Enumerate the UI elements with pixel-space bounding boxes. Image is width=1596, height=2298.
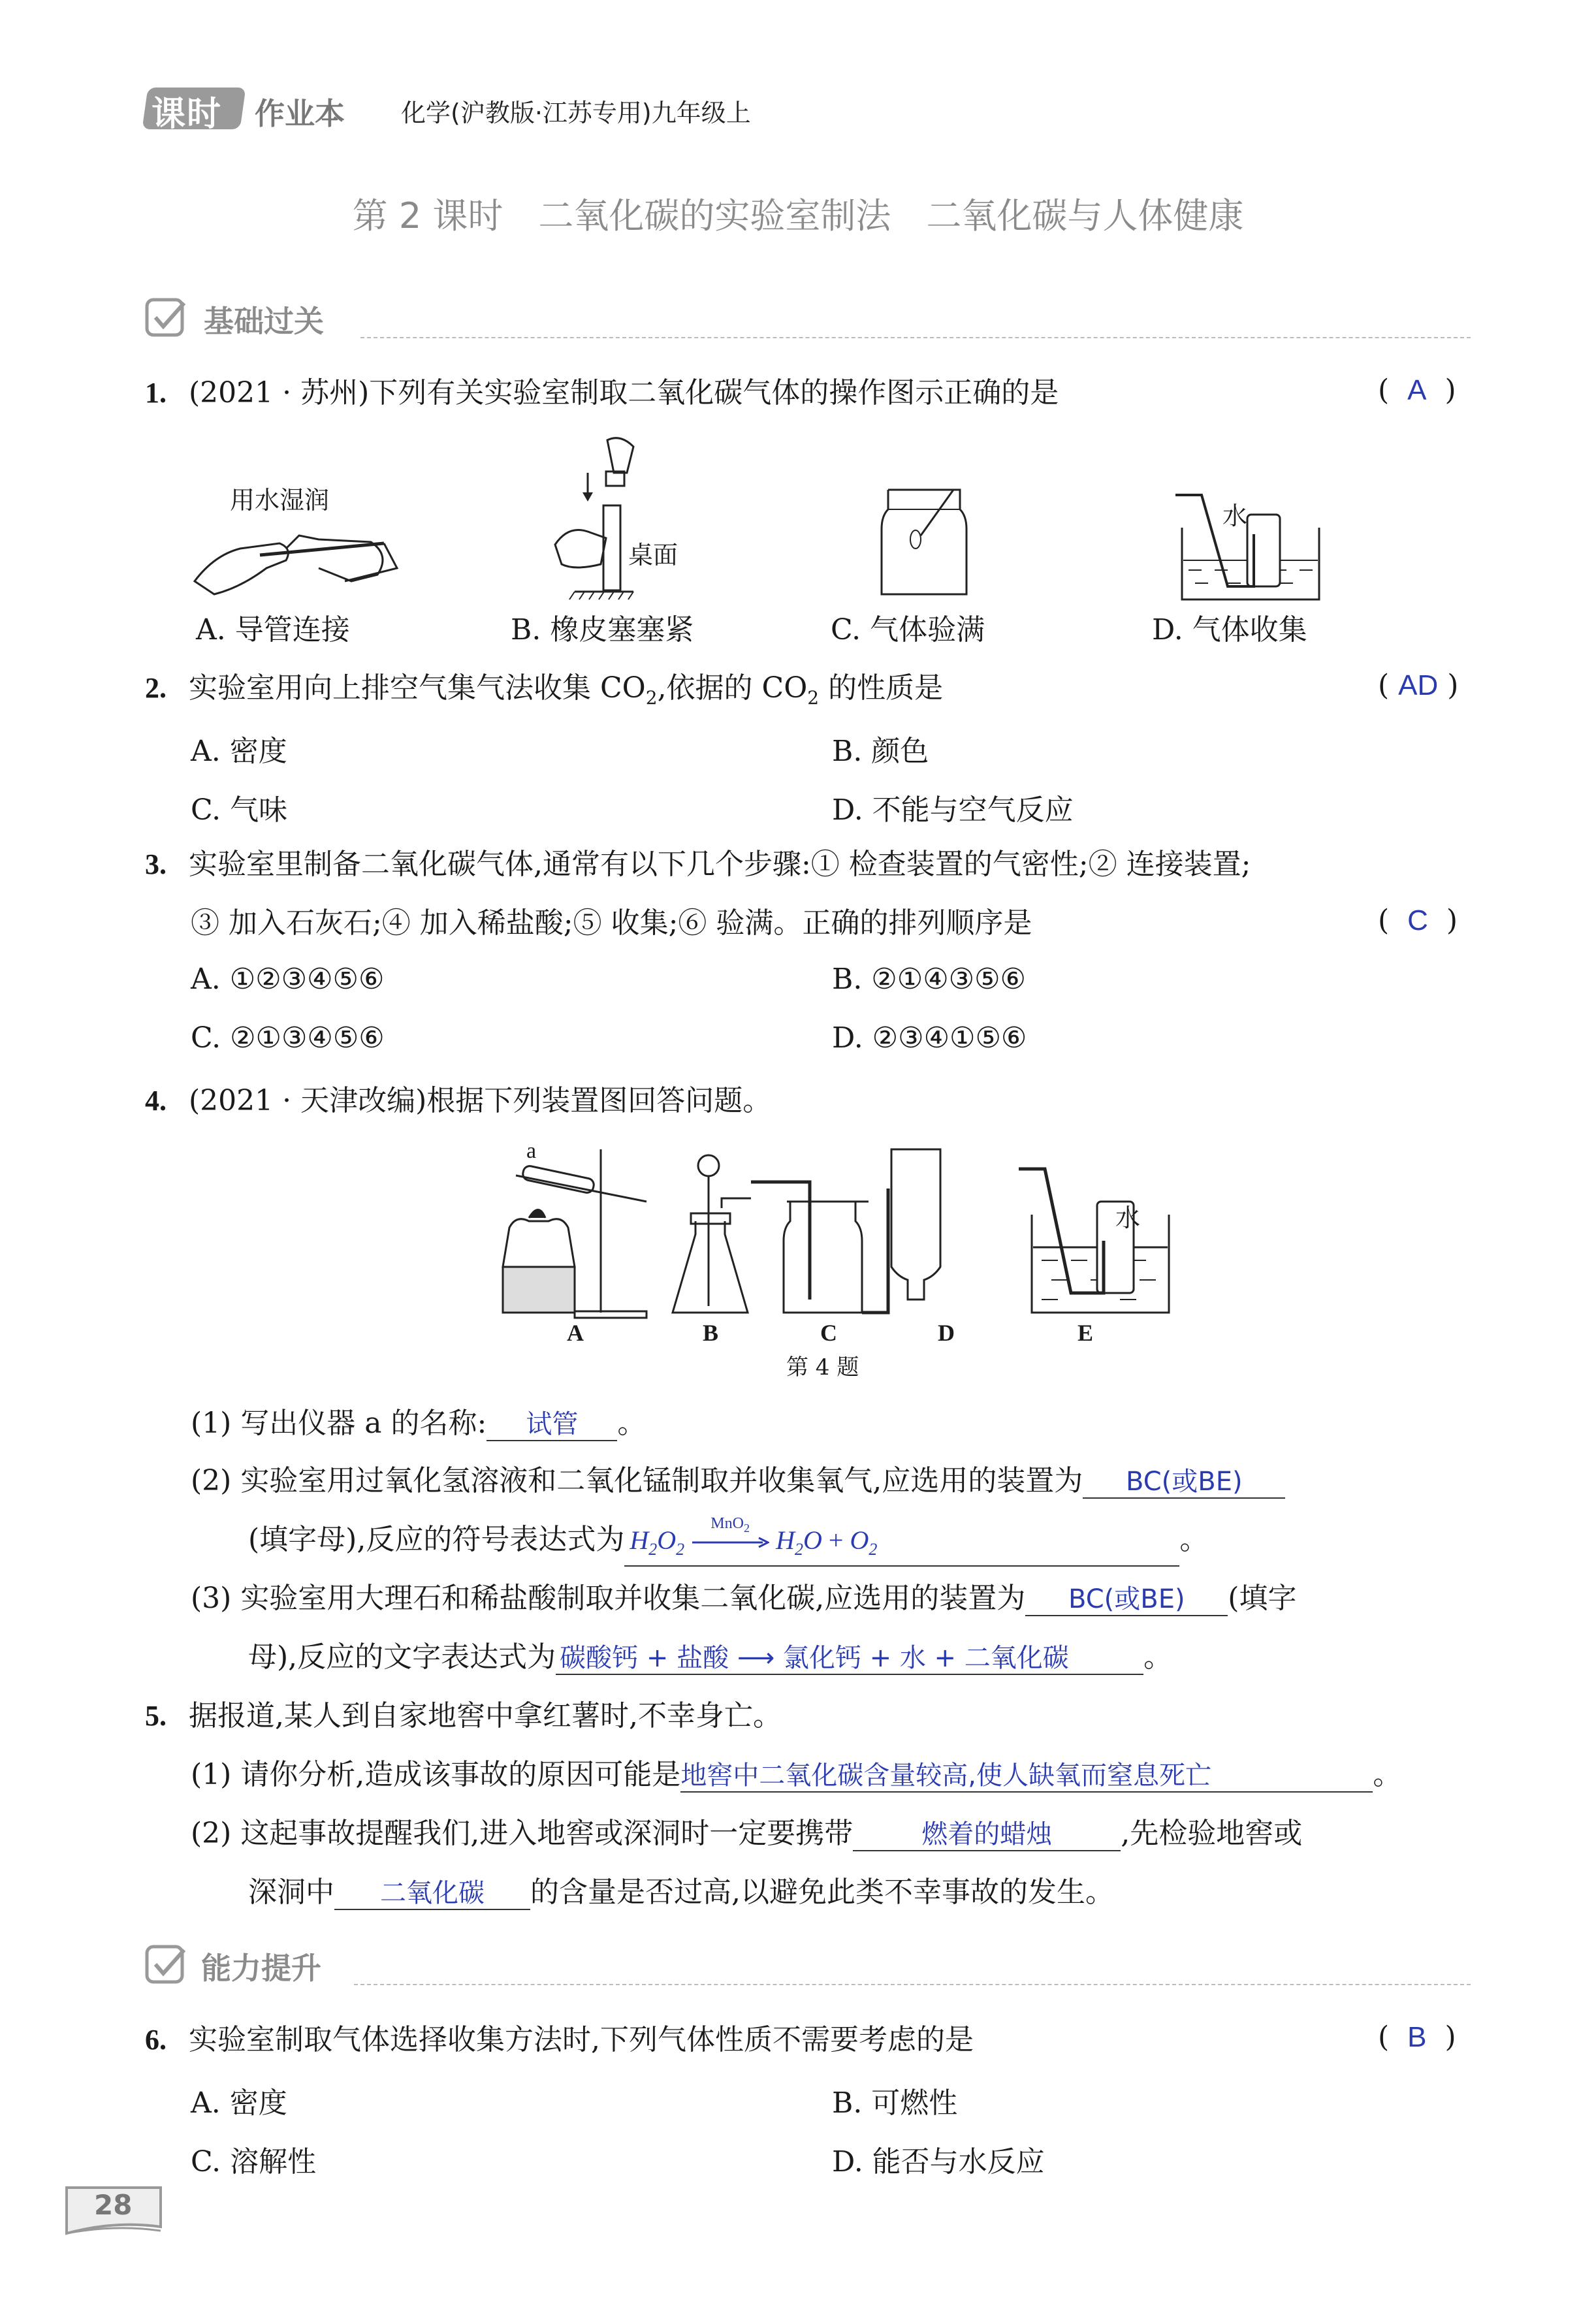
q4-figure-label-d: D: [938, 1320, 955, 1346]
q4-figure: [483, 1136, 1175, 1332]
q4-part3-line1: [191, 1579, 1296, 1618]
q5-part1-blank[interactable]: [680, 1759, 1373, 1793]
q1-stem: [145, 374, 1059, 413]
q2-sub-1: 2: [645, 686, 658, 709]
q5-part1: [191, 1755, 1401, 1795]
eq-sub-2: 2: [676, 1540, 685, 1559]
q4-number: 4.: [145, 1085, 167, 1117]
q3-answer-box: ( C ): [1378, 904, 1458, 937]
check-icon: [145, 1945, 188, 1985]
q1-option-b: B. 橡皮塞塞紧: [511, 613, 694, 646]
eq-arrow: [691, 1515, 769, 1556]
q3-text-1: 实验室里制备二氧化碳气体,通常有以下几个步骤:① 检查装置的气密性;② 连接装置;: [189, 848, 1251, 881]
q6-stem: [145, 2020, 974, 2060]
q5-part2-answer1: 燃着的蜡烛: [921, 1819, 1053, 1849]
q4-part2-equation: $H_2O_2$ MnO$_2$ $H_2O + O_2$: [624, 1525, 877, 1555]
q4-part3-line2: [248, 1638, 1172, 1677]
q2-option-a: A. 密度: [191, 735, 287, 768]
q5-part1-end: 。: [1373, 1758, 1402, 1791]
q5-part2-line2a: 深洞中: [248, 1875, 334, 1909]
q4-part3-end: 。: [1143, 1640, 1173, 1674]
q4-part3-tail: (填字: [1228, 1582, 1297, 1615]
q1-figure-d: [1175, 488, 1326, 606]
q4-stem: [145, 1081, 771, 1121]
q5-part2-text: (2) 这起事故提醒我们,进入地窖或深洞时一定要携带: [191, 1817, 854, 1850]
apparatus-e: [1019, 1169, 1169, 1313]
q1-option-c: C. 气体验满: [831, 613, 985, 646]
q4-part3-text2: 母),反应的文字表达式为: [248, 1640, 556, 1674]
q5-part2-answer2: 二氧化碳: [380, 1878, 485, 1908]
q2-answer: AD: [1398, 669, 1439, 701]
q6-answer-box: ( B ): [1378, 2020, 1456, 2054]
q5-part1-text: (1) 请你分析,造成该事故的原因可能是: [191, 1758, 681, 1791]
q1-option-a: A. 导管连接: [196, 613, 350, 646]
q5-part2-line1: [191, 1814, 1302, 1853]
q2-option-d: D. 不能与空气反应: [832, 793, 1074, 827]
q3-stem-line2: ③ 加入石灰石;④ 加入稀盐酸;⑤ 收集;⑥ 验满。正确的排列顺序是: [191, 906, 1032, 940]
q1-label-water-wet: 用水湿润: [230, 486, 330, 515]
apparatus-d: [862, 1149, 940, 1313]
q3-number: 3.: [145, 848, 167, 880]
q1-label-water: 水: [1222, 502, 1248, 530]
q4-part1-end: 。: [617, 1407, 646, 1440]
q4-part1-blank[interactable]: [487, 1408, 617, 1441]
q4-part2-line2: [248, 1515, 1209, 1567]
lesson-title: 第 2 课时 二氧化碳的实验室制法 二氧化碳与人体健康: [352, 195, 1244, 236]
apparatus-c: [751, 1182, 869, 1313]
q6-answer: B: [1407, 2021, 1427, 2053]
q4-part2-end: 。: [1179, 1523, 1209, 1556]
q3-stem-line1: [145, 845, 1251, 884]
section-basic: [145, 294, 1477, 346]
q3-option-d: D. ②③④①⑤⑥: [832, 1021, 1027, 1055]
section-advanced-title: 能力提升: [201, 1951, 321, 1986]
q4-figure-label-e: E: [1077, 1320, 1094, 1346]
subject-title: 化学(沪教版·江苏专用)九年级上: [401, 99, 751, 127]
q4-part3-text: (3) 实验室用大理石和稀盐酸制取并收集二氧化碳,应选用的装置为: [191, 1582, 1026, 1615]
q4-part2-blank2[interactable]: [624, 1515, 1179, 1567]
section-basic-title: 基础过关: [204, 304, 324, 339]
q6-text: 实验室制取气体选择收集方法时,下列气体性质不需要考虑的是: [189, 2023, 974, 2056]
q4-part1-answer: 试管: [526, 1409, 579, 1439]
q2-option-b: B. 颜色: [832, 735, 929, 768]
q4-part1-text: (1) 写出仪器 a 的名称:: [191, 1407, 487, 1440]
eq-o2: O: [850, 1525, 869, 1555]
q4-part2-text2: (填字母),反应的符号表达式为: [248, 1523, 625, 1556]
q5-text: 据报道,某人到自家地窖中拿红薯时,不幸身亡。: [189, 1699, 782, 1732]
eq-h2o-h: H: [776, 1525, 795, 1555]
q3-option-a: A. ①②③④⑤⑥: [191, 963, 385, 996]
eq-catalyst-sub: 2: [743, 1521, 750, 1535]
logo-text: 课时: [152, 95, 223, 134]
q4-part2-text: (2) 实验室用过氧化氢溶液和二氧化锰制取并收集氧气,应选用的装置为: [191, 1464, 1083, 1497]
q6-number: 6.: [145, 2024, 167, 2056]
header: [145, 84, 929, 136]
q6-option-a: A. 密度: [191, 2086, 287, 2120]
q1-answer-box: ( A ): [1378, 374, 1456, 407]
q1-number: 1.: [145, 377, 167, 409]
q4-text: (2021 · 天津改编)根据下列装置图回答问题。: [189, 1084, 772, 1117]
q6-option-b: B. 可燃性: [832, 2086, 958, 2120]
q2-text-c: 的性质是: [819, 671, 944, 705]
q5-part1-answer: 地窖中二氧化碳含量较高,使人缺氧而窒息死亡: [680, 1761, 1212, 1791]
q5-number: 5.: [145, 1700, 167, 1732]
q6-option-d: D. 能否与水反应: [832, 2145, 1045, 2178]
q4-part3-answer1: BC(或BE): [1068, 1584, 1185, 1614]
q4-part1: [191, 1404, 646, 1443]
q2-sub-2: 2: [807, 686, 820, 709]
q4-part3-answer2: 碳酸钙 + 盐酸 ⟶ 氯化钙 + 水 + 二氧化碳: [560, 1643, 1069, 1673]
apparatus-b: [673, 1155, 751, 1313]
q4-label-water: 水: [1115, 1204, 1141, 1232]
q1-label-desk: 桌面: [628, 541, 678, 569]
eq-plus: +: [828, 1525, 844, 1555]
eq-catalyst: [691, 1508, 769, 1544]
q5-part2-line2: [248, 1873, 1114, 1912]
q2-text-b: ,依据的 CO: [657, 671, 808, 705]
q6-option-c: C. 溶解性: [191, 2145, 317, 2178]
q2-text-a: 实验室用向上排空气集气法收集 CO: [189, 671, 646, 705]
eq-sub-4: 2: [869, 1540, 878, 1559]
q2-stem: [145, 669, 943, 718]
q4-part2-line1: [191, 1461, 1285, 1501]
section-advanced: [145, 1941, 1477, 1993]
apparatus-a: [503, 1149, 646, 1318]
q1-option-d: D. 气体收集: [1152, 613, 1307, 646]
q1-figure-c: [875, 483, 980, 601]
eq-sub-3: 2: [795, 1540, 803, 1559]
q1-answer: A: [1407, 374, 1427, 406]
q3-answer: C: [1407, 904, 1428, 936]
q5-part2-blank1[interactable]: [853, 1818, 1121, 1851]
eq-catalyst-text: MnO: [710, 1515, 744, 1532]
q4-part2-answer1: BC(或BE): [1126, 1467, 1243, 1497]
q4-label-a-instrument: a: [526, 1139, 537, 1163]
check-icon: [145, 298, 188, 338]
eq-h-left: H: [630, 1525, 649, 1555]
book-title: 作业本: [255, 96, 345, 131]
q4-figure-caption: 第 4 题: [786, 1354, 859, 1380]
q4-part3-blank2[interactable]: [556, 1642, 1143, 1675]
q5-part2-mid: ,先检验地窖或: [1121, 1817, 1303, 1850]
q4-figure-label-c: C: [820, 1320, 837, 1346]
q1-text: (2021 · 苏州)下列有关实验室制取二氧化碳气体的操作图示正确的是: [189, 376, 1059, 409]
q3-option-b: B. ②①④③⑤⑥: [832, 963, 1026, 996]
q2-answer-box: ( AD ): [1378, 669, 1459, 702]
page-number: 28: [94, 2189, 133, 2221]
q4-part3-blank1[interactable]: [1025, 1583, 1228, 1616]
q5-part2-line2b: 的含量是否过高,以避免此类不幸事故的发生。: [530, 1875, 1114, 1909]
q3-option-c: C. ②①③④⑤⑥: [191, 1021, 385, 1055]
q4-part2-blank1[interactable]: [1083, 1465, 1285, 1499]
section-divider: [354, 1984, 1471, 1985]
q1-figure-b: [549, 434, 679, 603]
q4-figure-label-b: B: [703, 1320, 719, 1346]
section-divider: [360, 337, 1471, 338]
q5-stem: [145, 1697, 782, 1736]
page-number-badge: [63, 2181, 167, 2240]
q5-part2-blank2[interactable]: [334, 1877, 530, 1910]
q2-option-c: C. 气味: [191, 793, 288, 827]
q2-number: 2.: [145, 672, 167, 704]
q4-figure-label-a: A: [567, 1320, 584, 1346]
eq-sub-1: 2: [648, 1540, 658, 1559]
